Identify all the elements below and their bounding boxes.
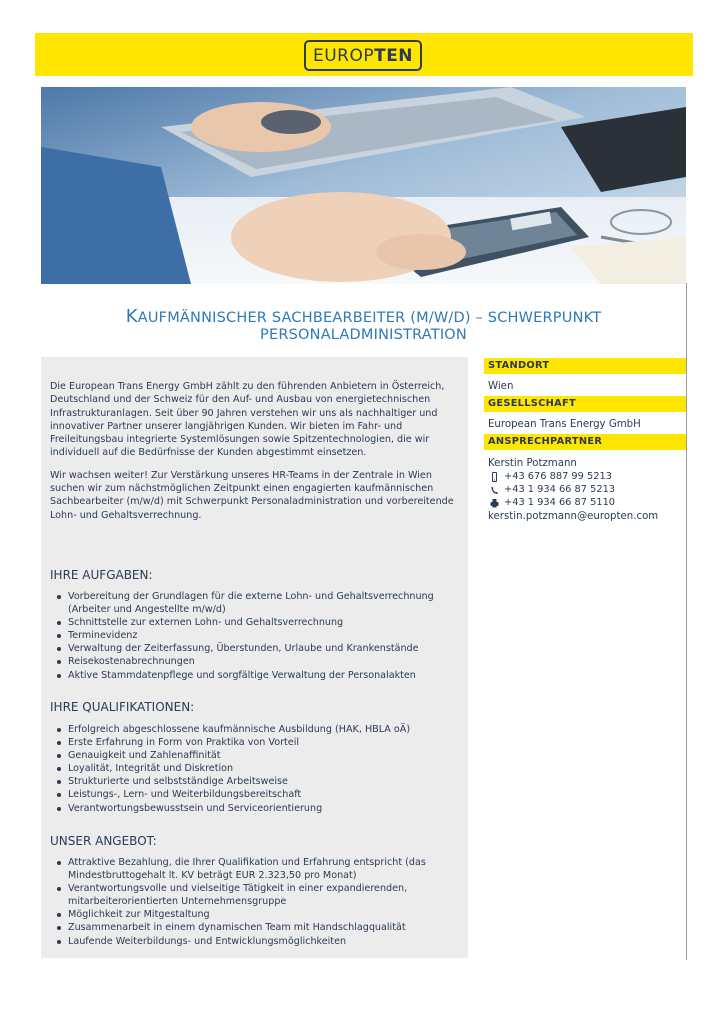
ansprechpartner-label: ANSPRECHPARTNER — [484, 434, 686, 450]
logo-text-part1: EUROP — [312, 45, 375, 66]
europten-logo[interactable] — [304, 40, 422, 71]
qualifikationen-list — [50, 723, 465, 815]
standort-label: STANDORT — [484, 358, 686, 374]
contact-name: Kerstin Potzmann — [488, 458, 577, 469]
hero-illustration — [41, 87, 686, 284]
list-item: Verantwortungsbewusstsein und Serviceorientierung — [50, 802, 465, 815]
mobile-phone-icon — [490, 472, 499, 482]
list-item: Laufende Weiterbildungs- und Entwicklungsmöglichkeiten — [50, 935, 465, 948]
contact-email-link[interactable]: kerstin.potzmann@europten.com — [488, 511, 659, 522]
list-item: Reisekostenabrechnungen — [50, 655, 465, 668]
list-item: Strukturierte und selbstständige Arbeitsweise — [50, 775, 465, 788]
list-item: Zusammenarbeit in einem dynamischen Team mit Handschlagqualität — [50, 921, 465, 934]
list-item: Genauigkeit und Zahlenaffinität — [50, 749, 465, 762]
sidebar-divider — [686, 283, 687, 960]
gesellschaft-value: European Trans Energy GmbH — [488, 419, 641, 430]
intro-paragraph-2: Wir wachsen weiter! Zur Verstärkung unseres HR-Teams in der Zentrale in Wien suchen wir zum nächstmöglichen Zeitpunkt einen engagierten kaufmännischen Sachbearbeiter (m/w/d) mit Schwerpunkt Personaladministration und vorbereitende Lohn- und Gehaltsverrechnung. — [50, 469, 454, 521]
contact-mobile-number: +43 676 887 99 5213 — [504, 471, 612, 482]
intro-paragraph-1: Die European Trans Energy GmbH zählt zu den führenden Anbietern in Österreich, Deutschland und der Schweiz für den Auf- und Ausbau von energietechnischen Infrastrukturanlagen. Seit über 90 Jahren verstehen wir uns als nachhaltiger und innovativer Partner unserer langjährigen Kunden. Wir bieten im Fahr- und Freileitungsbau integrierte Systemlösungen sowie Spitzentechnologien, die wir individuell auf die Bedürfnisse der Kunden abgestimmt einsetzen. — [50, 381, 445, 459]
list-item: Leistungs-, Lern- und Weiterbildungsbereitschaft — [50, 788, 465, 801]
logo-text-part2: TEN — [374, 45, 414, 66]
qualifikationen-heading: IHRE QUALIFIKATIONEN: — [50, 700, 195, 714]
contact-phone[interactable] — [490, 484, 615, 496]
list-item: Aktive Stammdatenpflege und sorgfältige Verwaltung der Personalakten — [50, 669, 465, 682]
list-item: Erste Erfahrung in Form von Praktika von Vorteil — [50, 736, 465, 749]
contact-mobile[interactable] — [490, 471, 612, 483]
angebot-heading: UNSER ANGEBOT: — [50, 834, 157, 848]
fax-icon — [490, 498, 499, 508]
phone-icon — [490, 485, 499, 495]
intro-text — [50, 380, 462, 531]
hero-image — [41, 87, 686, 284]
list-item: Verwaltung der Zeiterfassung, Überstunden, Urlaube und Krankenstände — [50, 642, 465, 655]
list-item: Möglichkeit zur Mitgestaltung — [50, 908, 465, 921]
gesellschaft-label: GESELLSCHAFT — [484, 396, 686, 412]
job-title — [41, 308, 686, 344]
list-item: Erfolgreich abgeschlossene kaufmännische Ausbildung (HAK, HBLA oÄ) — [50, 723, 465, 736]
standort-value: Wien — [488, 381, 514, 392]
list-item: Terminevidenz — [50, 629, 465, 642]
contact-phone-number: +43 1 934 66 87 5213 — [504, 484, 616, 495]
list-item: Attraktive Bezahlung, die Ihrer Qualifikation und Erfahrung entspricht (das Mindestbruttogehalt lt. KV beträgt EUR 2.323,50 pro Monat) — [50, 856, 465, 882]
contact-fax[interactable] — [490, 497, 615, 509]
job-title-rest: AUFMÄNNISCHER SACHBEARBEITER (M/W/D) – SCHWERPUNKT PERSONALADMINISTRATION — [137, 310, 602, 343]
list-item: Loyalität, Integrität und Diskretion — [50, 762, 465, 775]
contact-fax-number: +43 1 934 66 87 5110 — [504, 497, 616, 508]
angebot-list — [50, 856, 465, 948]
list-item: Vorbereitung der Grundlagen für die externe Lohn- und Gehaltsverrechnung (Arbeiter und Angestellte m/w/d) — [50, 590, 465, 616]
aufgaben-list — [50, 590, 465, 682]
list-item: Schnittstelle zur externen Lohn- und Gehaltsverrechnung — [50, 616, 465, 629]
aufgaben-heading: IHRE AUFGABEN: — [50, 568, 153, 582]
list-item: Verantwortungsvolle und vielseitige Tätigkeit in einer expandierenden, mitarbeiterorientierten Unternehmensgruppe — [50, 882, 465, 908]
job-title-first-letter: K — [125, 306, 138, 327]
